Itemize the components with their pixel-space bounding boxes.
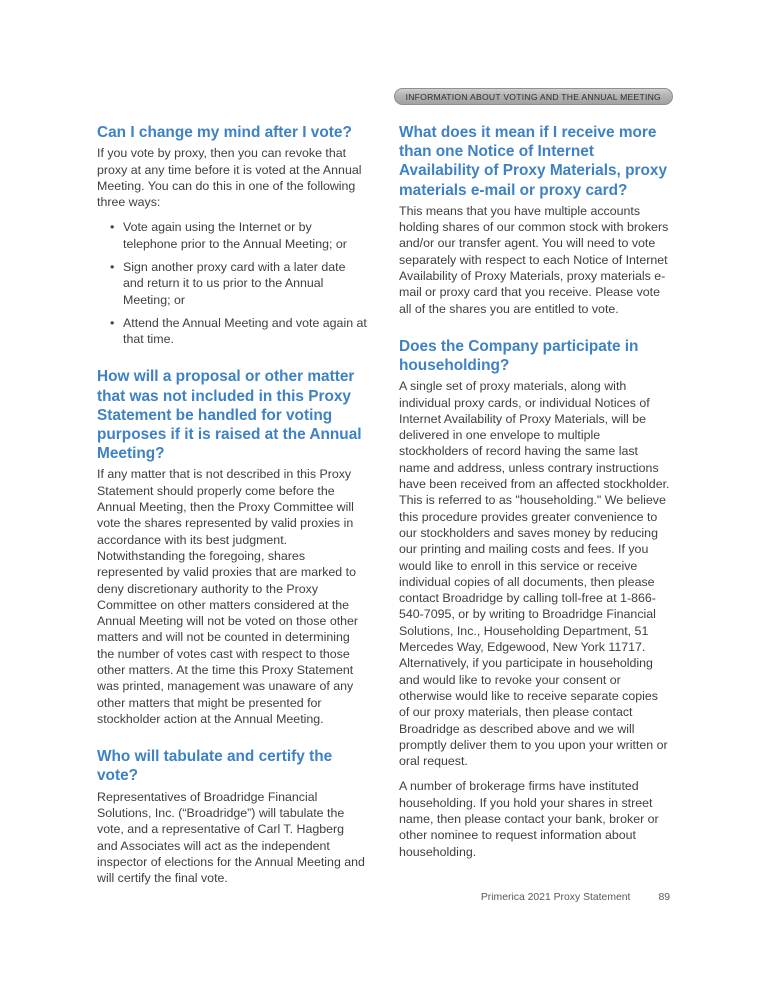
section-paragraph: If any matter that is not described in this Proxy Statement should properly come before the Annual Meeting, then the Proxy Committee will vote the shares represented by valid proxies in accordance with its best judgment. Notwithstanding the foregoing, shares represented by valid proxies that are marked to deny discretionary authority to the Proxy Committee on other matters considered at the Annual Meeting will not be voted on those other matters and will not be counted in determining the number of votes cast with respect to those other matters. At the time this Proxy Statement was printed, management was unaware of any other matters that might be presented for stockholder action at the Annual Meeting. <box>97 467 359 726</box>
section-heading: How will a proposal or other matter that was not included in this Proxy Statement be handled for voting purposes if it is raised at the Annual Meeting? <box>97 368 362 463</box>
left-column <box>97 123 368 906</box>
footer-document-title: Primerica 2021 Proxy Statement <box>480 892 631 903</box>
section-banner <box>394 88 673 105</box>
section-change-mind <box>97 123 368 347</box>
bullet-item: • Attend the Annual Meeting and vote again at that time. <box>97 315 368 348</box>
section-heading: What does it mean if I receive more than one Notice of Internet Availability of Proxy Materials, proxy materials e-mail or proxy card? <box>399 124 668 199</box>
section-heading: Does the Company participate in householding? <box>399 337 639 375</box>
section-householding <box>399 337 670 860</box>
section-paragraph: Representatives of Broadridge Financial Solutions, Inc. (“Broadridge”) will tabulate the vote, and a representative of Carl T. Hagberg and Associates will act as the independent inspector of elections for the Annual Meeting and will certify the final vote. <box>97 789 365 886</box>
section-proposal-handling <box>97 367 368 727</box>
section-paragraph: This means that you have multiple accounts holding shares of our common stock with brokers and/or our transfer agent. You will need to vote separately with respect to each Notice of Internet Availability of Proxy Materials, proxy materials e-mail or proxy card that you receive. Please vote all of the shares you are entitled to vote. <box>399 203 669 316</box>
section-banner-label: INFORMATION ABOUT VOTING AND THE ANNUAL MEETING <box>405 91 661 102</box>
section-heading: Can I change my mind after I vote? <box>97 124 352 141</box>
banner-row <box>0 88 673 105</box>
section-multiple-notices <box>399 123 670 317</box>
section-paragraph: If you vote by proxy, then you can revoke that proxy at any time before it is voted at the Annual Meeting. You can do this in one of the following three ways: <box>97 146 362 210</box>
right-column <box>399 123 670 906</box>
footer-page-number: 89 <box>658 892 670 903</box>
bullet-item: • Sign another proxy card with a later date and return it to us prior to the Annual Meeting; or <box>97 259 368 308</box>
page-footer <box>0 892 670 903</box>
bullet-item: • Vote again using the Internet or by telephone prior to the Annual Meeting; or <box>97 219 368 252</box>
section-heading: Who will tabulate and certify the vote? <box>97 748 333 785</box>
bullet-list <box>97 219 368 347</box>
section-paragraph: A number of brokerage firms have instituted householding. If you hold your shares in street name, then please contact your bank, broker or other nominee to request information about householding. <box>399 779 659 859</box>
section-paragraph: A single set of proxy materials, along with individual proxy cards, or individual Notices of Internet Availability of Proxy Materials, will be delivered in one envelope to multiple stockholders of record having the same last name and address, unless contrary instructions have been received from an affected stockholder. This is referred to as "householding." We believe this procedure provides greater convenience to our stockholders and saves money by reducing our printing and mailing costs and fees. If you would like to enroll in this service or receive individual copies of all documents, then please contact Broadridge by calling toll-free at 1-866-540-7095, or by writing to Broadridge Financial Solutions, Inc., Householding Department, 51 Mercedes Way, Edgewood, New York 11717. Alternatively, if you participate in householding and would like to revoke your consent or otherwise would like to receive separate copies of our proxy materials, then please contact Broadridge as described above and we will promptly deliver them to you upon your written or oral request. <box>399 379 670 769</box>
two-column-layout <box>97 123 670 906</box>
section-tabulate-vote <box>97 747 368 886</box>
